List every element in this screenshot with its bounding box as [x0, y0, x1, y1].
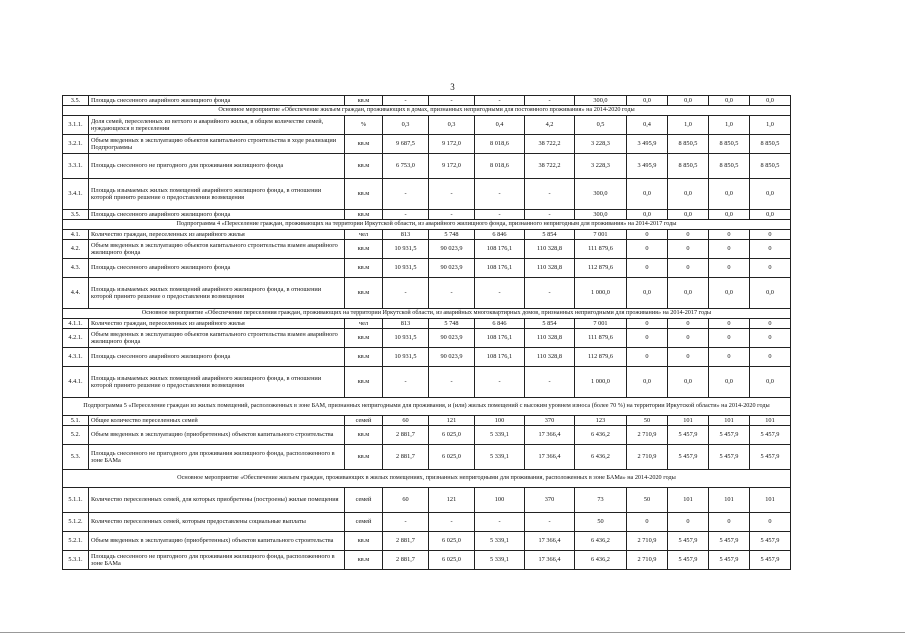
value-cell: 5 457,9: [709, 551, 750, 570]
unit-cell: чел: [345, 230, 383, 240]
indicator-name: Площадь снесенного аварийного жилищного фонда: [89, 348, 345, 367]
table-row: [63, 329, 791, 348]
row-number: 3.2.1.: [63, 135, 89, 154]
value-cell: 101: [709, 488, 750, 513]
value-cell: 90 023,9: [429, 259, 475, 278]
value-cell: 5 457,9: [668, 426, 709, 445]
indicator-name: Количество переселенных семей, которым предоставлены социальные выплаты: [89, 513, 345, 532]
value-cell: -: [525, 367, 575, 398]
value-cell: 50: [627, 416, 668, 426]
value-cell: 0,0: [750, 210, 791, 220]
value-cell: 3 228,3: [575, 154, 627, 179]
value-cell: 3 495,9: [627, 154, 668, 179]
value-cell: 108 176,1: [475, 329, 525, 348]
value-cell: 5 339,1: [475, 551, 525, 570]
row-number: 5.1.2.: [63, 513, 89, 532]
value-cell: 0,0: [627, 179, 668, 210]
value-cell: 8 850,5: [750, 154, 791, 179]
table-row: [63, 416, 791, 426]
value-cell: -: [383, 179, 429, 210]
value-cell: 60: [383, 416, 429, 426]
value-cell: 60: [383, 488, 429, 513]
value-cell: 0: [668, 348, 709, 367]
unit-cell: кв.м: [345, 426, 383, 445]
value-cell: 2 710,9: [627, 532, 668, 551]
value-cell: 17 366,4: [525, 445, 575, 470]
value-cell: 5 339,1: [475, 426, 525, 445]
value-cell: 5 457,9: [750, 426, 791, 445]
value-cell: 90 023,9: [429, 329, 475, 348]
value-cell: -: [429, 210, 475, 220]
value-cell: -: [429, 278, 475, 309]
row-number: 5.2.: [63, 426, 89, 445]
section-header-row: [63, 220, 791, 230]
unit-cell: семей: [345, 488, 383, 513]
value-cell: 5 748: [429, 319, 475, 329]
value-cell: 6 436,2: [575, 426, 627, 445]
value-cell: 0,0: [627, 210, 668, 220]
value-cell: 0: [627, 348, 668, 367]
value-cell: 1,0: [668, 116, 709, 135]
value-cell: 370: [525, 416, 575, 426]
value-cell: -: [525, 513, 575, 532]
value-cell: -: [475, 278, 525, 309]
value-cell: 0,0: [627, 278, 668, 309]
unit-cell: кв.м: [345, 329, 383, 348]
table-body: [63, 96, 791, 570]
value-cell: 1 000,0: [575, 278, 627, 309]
value-cell: 300,0: [575, 96, 627, 106]
row-number: 4.4.1.: [63, 367, 89, 398]
value-cell: 0: [627, 230, 668, 240]
value-cell: 8 850,5: [668, 135, 709, 154]
value-cell: 2 710,9: [627, 426, 668, 445]
value-cell: 112 879,6: [575, 348, 627, 367]
value-cell: 8 018,6: [475, 154, 525, 179]
row-number: 4.3.: [63, 259, 89, 278]
value-cell: 3 228,3: [575, 135, 627, 154]
indicator-name: Общее количество переселенных семей: [89, 416, 345, 426]
value-cell: 0: [709, 319, 750, 329]
value-cell: 17 366,4: [525, 532, 575, 551]
value-cell: 5 854: [525, 230, 575, 240]
value-cell: 300,0: [575, 210, 627, 220]
value-cell: 123: [575, 416, 627, 426]
value-cell: 0: [709, 329, 750, 348]
indicator-name: Объем введенных в эксплуатацию (приобретенных) объектов капитального строительства: [89, 426, 345, 445]
table-row: [63, 513, 791, 532]
page-bottom-line: [0, 632, 905, 633]
value-cell: 0,0: [750, 367, 791, 398]
value-cell: 7 001: [575, 230, 627, 240]
value-cell: 101: [709, 416, 750, 426]
value-cell: 5 457,9: [750, 551, 791, 570]
value-cell: 108 176,1: [475, 240, 525, 259]
row-number: 4.2.1.: [63, 329, 89, 348]
value-cell: 101: [750, 416, 791, 426]
value-cell: 370: [525, 488, 575, 513]
indicator-name: Площадь изымаемых жилых помещений аварийного жилищного фонда, в отношении которой принято решение о предоставлении возмещения: [89, 179, 345, 210]
value-cell: 73: [575, 488, 627, 513]
row-number: 4.4.: [63, 278, 89, 309]
value-cell: 0,0: [750, 96, 791, 106]
unit-cell: семей: [345, 513, 383, 532]
row-number: 4.1.: [63, 230, 89, 240]
value-cell: -: [525, 96, 575, 106]
value-cell: 0,0: [627, 96, 668, 106]
value-cell: 100: [475, 416, 525, 426]
indicator-name: Количество переселенных семей, для которых приобретены (построены) жилые помещения: [89, 488, 345, 513]
value-cell: 6 436,2: [575, 532, 627, 551]
value-cell: 0: [750, 230, 791, 240]
value-cell: 0,5: [575, 116, 627, 135]
value-cell: 0,0: [709, 96, 750, 106]
value-cell: 0: [750, 329, 791, 348]
value-cell: 2 710,9: [627, 551, 668, 570]
value-cell: 3 495,9: [627, 135, 668, 154]
table-row: [63, 445, 791, 470]
section-title: Основное мероприятие «Обеспечение жильем граждан, проживающих в жилых помещениях, признанных непригодными для проживания, расположенных в зоне БАМа» на 2014-2020 годы: [63, 470, 791, 488]
value-cell: 0,0: [750, 278, 791, 309]
value-cell: 38 722,2: [525, 135, 575, 154]
row-number: 5.1.1.: [63, 488, 89, 513]
value-cell: 10 931,5: [383, 240, 429, 259]
table-row: [63, 179, 791, 210]
unit-cell: чел: [345, 319, 383, 329]
value-cell: 0: [668, 319, 709, 329]
page-number: 3: [450, 82, 455, 92]
indicators-table: [62, 95, 791, 570]
indicator-name: Площадь снесенного аварийного жилищного фонда: [89, 210, 345, 220]
value-cell: 108 176,1: [475, 348, 525, 367]
row-number: 3.5.: [63, 96, 89, 106]
value-cell: 5 457,9: [750, 445, 791, 470]
value-cell: 0: [750, 319, 791, 329]
row-number: 3.1.1.: [63, 116, 89, 135]
value-cell: 5 457,9: [750, 532, 791, 551]
table-row: [63, 488, 791, 513]
row-number: 4.2.: [63, 240, 89, 259]
table-row: [63, 230, 791, 240]
value-cell: 17 366,4: [525, 426, 575, 445]
value-cell: -: [525, 278, 575, 309]
row-number: 4.1.1.: [63, 319, 89, 329]
table-row: [63, 278, 791, 309]
indicator-name: Площадь снесенного аварийного жилищного фонда: [89, 96, 345, 106]
value-cell: -: [429, 96, 475, 106]
unit-cell: кв.м: [345, 445, 383, 470]
table-row: [63, 532, 791, 551]
value-cell: 10 931,5: [383, 259, 429, 278]
value-cell: 8 018,6: [475, 135, 525, 154]
value-cell: 0,0: [668, 210, 709, 220]
value-cell: 0: [750, 348, 791, 367]
table-row: [63, 259, 791, 278]
unit-cell: кв.м: [345, 367, 383, 398]
indicator-name: Площадь снесенного не пригодного для проживания жилищного фонда, расположенного в зоне БАМа: [89, 551, 345, 570]
value-cell: 0,0: [668, 367, 709, 398]
value-cell: 0,4: [627, 116, 668, 135]
value-cell: 813: [383, 319, 429, 329]
section-header-row: [63, 309, 791, 319]
value-cell: 1,0: [709, 116, 750, 135]
value-cell: 101: [668, 488, 709, 513]
value-cell: 0: [709, 240, 750, 259]
value-cell: 0: [627, 329, 668, 348]
value-cell: 0: [709, 259, 750, 278]
value-cell: 9 172,0: [429, 154, 475, 179]
value-cell: 0: [709, 513, 750, 532]
value-cell: 50: [627, 488, 668, 513]
value-cell: 2 710,9: [627, 445, 668, 470]
value-cell: -: [383, 96, 429, 106]
unit-cell: кв.м: [345, 348, 383, 367]
value-cell: 6 025,0: [429, 532, 475, 551]
value-cell: 1,0: [750, 116, 791, 135]
value-cell: 100: [475, 488, 525, 513]
value-cell: 6 753,0: [383, 154, 429, 179]
section-title: Подпрограмма 5 «Переселение граждан из жилых помещений, расположенных в зоне БАМ, признанных непригодными для проживания, и (или) жилых помещений с высоким уровнем износа (более 70 %) на территории Иркутской области» на 2014-2020 годы: [63, 398, 791, 416]
value-cell: 121: [429, 488, 475, 513]
indicator-name: Площадь снесенного аварийного жилищного фонда: [89, 259, 345, 278]
value-cell: -: [525, 210, 575, 220]
value-cell: 111 879,6: [575, 329, 627, 348]
value-cell: -: [383, 513, 429, 532]
value-cell: 101: [750, 488, 791, 513]
value-cell: -: [383, 367, 429, 398]
value-cell: 2 881,7: [383, 426, 429, 445]
unit-cell: %: [345, 116, 383, 135]
value-cell: 300,0: [575, 179, 627, 210]
value-cell: 0: [709, 348, 750, 367]
unit-cell: кв.м: [345, 551, 383, 570]
value-cell: 0,3: [429, 116, 475, 135]
section-title: Основное мероприятие «Обеспечение переселения граждан, проживающих на территории Иркутской области, из аварийных многоквартирных домов, признанных непригодными для проживания» на 2014-2017 годы: [63, 309, 791, 319]
row-number: 3.3.1.: [63, 154, 89, 179]
value-cell: 2 881,7: [383, 445, 429, 470]
value-cell: -: [475, 179, 525, 210]
value-cell: 0: [627, 240, 668, 259]
value-cell: 0: [750, 240, 791, 259]
value-cell: 5 457,9: [668, 445, 709, 470]
value-cell: 2 881,7: [383, 532, 429, 551]
value-cell: 7 001: [575, 319, 627, 329]
value-cell: 0,0: [750, 179, 791, 210]
value-cell: 0,0: [709, 367, 750, 398]
value-cell: 0,0: [668, 179, 709, 210]
value-cell: 5 457,9: [709, 445, 750, 470]
section-header-row: [63, 398, 791, 416]
unit-cell: кв.м: [345, 210, 383, 220]
unit-cell: кв.м: [345, 135, 383, 154]
value-cell: 0: [750, 513, 791, 532]
value-cell: 110 328,8: [525, 348, 575, 367]
row-number: 5.3.: [63, 445, 89, 470]
value-cell: 1 000,0: [575, 367, 627, 398]
value-cell: 108 176,1: [475, 259, 525, 278]
unit-cell: семей: [345, 416, 383, 426]
value-cell: 0,0: [709, 179, 750, 210]
row-number: 5.1.: [63, 416, 89, 426]
value-cell: 101: [668, 416, 709, 426]
value-cell: 8 850,5: [709, 135, 750, 154]
value-cell: 0: [668, 513, 709, 532]
value-cell: -: [429, 179, 475, 210]
value-cell: 0: [709, 230, 750, 240]
value-cell: -: [475, 513, 525, 532]
value-cell: 0,0: [627, 367, 668, 398]
table-row: [63, 426, 791, 445]
indicator-name: Объем введенных в эксплуатацию (приобретенных) объектов капитального строительства: [89, 532, 345, 551]
indicator-name: Объем введенных в эксплуатацию объектов капитального строительства взамен аварийного жилищного фонда: [89, 240, 345, 259]
value-cell: 6 436,2: [575, 551, 627, 570]
value-cell: 9 172,0: [429, 135, 475, 154]
value-cell: 6 846: [475, 319, 525, 329]
value-cell: 5 457,9: [668, 532, 709, 551]
row-number: 5.3.1.: [63, 551, 89, 570]
value-cell: -: [429, 513, 475, 532]
table-row: [63, 154, 791, 179]
value-cell: 8 850,5: [668, 154, 709, 179]
value-cell: 0: [627, 319, 668, 329]
unit-cell: кв.м: [345, 240, 383, 259]
table-row: [63, 348, 791, 367]
value-cell: -: [525, 179, 575, 210]
section-title: Подпрограмма 4 «Переселение граждан, проживающих на территории Иркутской области, из аварийного жилищного фонда, признанного непригодным для проживания» на 2014-2017 годы: [63, 220, 791, 230]
value-cell: 6 436,2: [575, 445, 627, 470]
value-cell: 0,0: [709, 210, 750, 220]
row-number: 5.2.1.: [63, 532, 89, 551]
indicator-name: Доля семей, переселенных из ветхого и аварийного жилья, в общем количестве семей, нуждающихся в переселении: [89, 116, 345, 135]
indicator-name: Количество граждан, переселенных из аварийного жилья: [89, 319, 345, 329]
value-cell: 0: [668, 230, 709, 240]
indicator-name: Количество граждан, переселенных из аварийного жилья: [89, 230, 345, 240]
row-number: 3.4.1.: [63, 179, 89, 210]
indicator-name: Объем введенных в эксплуатацию объектов капитального строительства взамен аварийного жилищного фонда: [89, 329, 345, 348]
value-cell: 6 025,0: [429, 551, 475, 570]
value-cell: 110 328,8: [525, 240, 575, 259]
row-number: 4.3.1.: [63, 348, 89, 367]
value-cell: 4,2: [525, 116, 575, 135]
value-cell: 110 328,8: [525, 259, 575, 278]
value-cell: 5 457,9: [709, 426, 750, 445]
value-cell: -: [475, 96, 525, 106]
value-cell: 110 328,8: [525, 329, 575, 348]
value-cell: 121: [429, 416, 475, 426]
value-cell: 5 748: [429, 230, 475, 240]
value-cell: 112 879,6: [575, 259, 627, 278]
table-row: [63, 319, 791, 329]
value-cell: 90 023,9: [429, 348, 475, 367]
table-row: [63, 135, 791, 154]
value-cell: 5 457,9: [668, 551, 709, 570]
indicator-name: Объем введенных в эксплуатацию объектов капитального строительства в ходе реализации Подпрограммы: [89, 135, 345, 154]
value-cell: 8 850,5: [750, 135, 791, 154]
unit-cell: кв.м: [345, 96, 383, 106]
unit-cell: кв.м: [345, 532, 383, 551]
value-cell: -: [475, 210, 525, 220]
row-number: 3.5.: [63, 210, 89, 220]
value-cell: 0,3: [383, 116, 429, 135]
value-cell: 9 687,5: [383, 135, 429, 154]
value-cell: 0: [668, 259, 709, 278]
value-cell: 5 339,1: [475, 532, 525, 551]
value-cell: -: [429, 367, 475, 398]
unit-cell: кв.м: [345, 259, 383, 278]
section-header-row: [63, 470, 791, 488]
section-title: Основное мероприятие «Обеспечение жильем граждан, проживающих в домах, признанных непригодными для постоянного проживания» на 2014-2020 годы: [63, 106, 791, 116]
value-cell: 0,0: [709, 278, 750, 309]
value-cell: 0,0: [668, 278, 709, 309]
value-cell: 5 339,1: [475, 445, 525, 470]
value-cell: -: [475, 367, 525, 398]
value-cell: 50: [575, 513, 627, 532]
value-cell: 5 854: [525, 319, 575, 329]
value-cell: 8 850,5: [709, 154, 750, 179]
table-row: [63, 240, 791, 259]
value-cell: 0: [627, 513, 668, 532]
value-cell: 6 025,0: [429, 426, 475, 445]
indicator-name: Площадь изымаемых жилых помещений аварийного жилищного фонда, в отношении которой принято решение о предоставлении возмещения: [89, 367, 345, 398]
value-cell: 10 931,5: [383, 348, 429, 367]
value-cell: 0: [627, 259, 668, 278]
value-cell: 38 722,2: [525, 154, 575, 179]
value-cell: -: [383, 210, 429, 220]
table-row: [63, 210, 791, 220]
table-row: [63, 367, 791, 398]
value-cell: 17 366,4: [525, 551, 575, 570]
unit-cell: кв.м: [345, 179, 383, 210]
indicator-name: Площадь снесенного не пригодного для проживания жилищного фонда: [89, 154, 345, 179]
value-cell: 90 023,9: [429, 240, 475, 259]
value-cell: 5 457,9: [709, 532, 750, 551]
value-cell: 0,4: [475, 116, 525, 135]
table-row: [63, 116, 791, 135]
value-cell: 0: [668, 240, 709, 259]
table-row: [63, 96, 791, 106]
indicator-name: Площадь изымаемых жилых помещений аварийного жилищного фонда, в отношении которой принято решение о предоставлении возмещения: [89, 278, 345, 309]
value-cell: 10 931,5: [383, 329, 429, 348]
unit-cell: кв.м: [345, 278, 383, 309]
value-cell: 0: [750, 259, 791, 278]
value-cell: 813: [383, 230, 429, 240]
unit-cell: кв.м: [345, 154, 383, 179]
value-cell: 111 879,6: [575, 240, 627, 259]
value-cell: 6 025,0: [429, 445, 475, 470]
value-cell: 6 846: [475, 230, 525, 240]
value-cell: 0,0: [668, 96, 709, 106]
section-header-row: [63, 106, 791, 116]
indicator-name: Площадь снесенного не пригодного для проживания жилищного фонда, расположенного в зоне БАМа: [89, 445, 345, 470]
value-cell: 2 881,7: [383, 551, 429, 570]
table-row: [63, 551, 791, 570]
value-cell: 0: [668, 329, 709, 348]
value-cell: -: [383, 278, 429, 309]
